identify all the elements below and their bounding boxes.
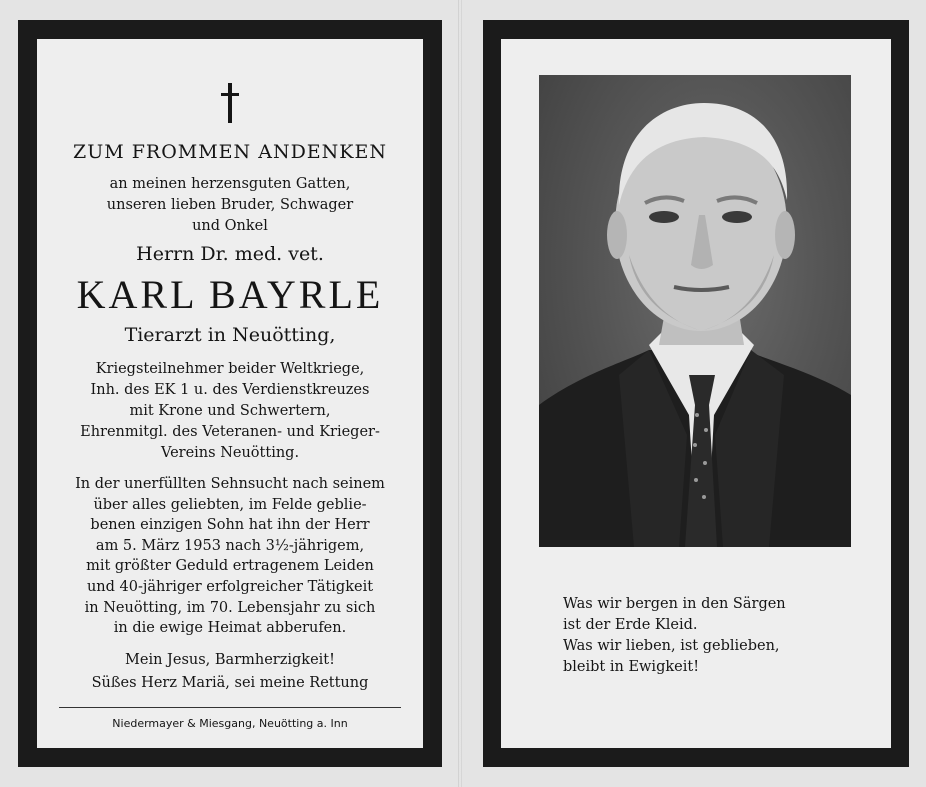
prayer-line: Mein Jesus, Barmherzigkeit! bbox=[125, 652, 335, 668]
prayer-block bbox=[37, 649, 423, 695]
printer-imprint: Niedermayer & Miesgang, Neuötting a. Inn bbox=[112, 717, 348, 730]
portrait-figure bbox=[539, 75, 851, 547]
prayer-line: Süßes Herz Mariä, sei meine Rettung bbox=[91, 675, 369, 691]
intro-line: an meinen herzensguten Gatten, bbox=[109, 176, 351, 192]
body-line: in die ewige Heimat abberufen. bbox=[113, 620, 347, 637]
heading: ZUM FROMMEN ANDENKEN bbox=[73, 141, 387, 163]
divider bbox=[59, 707, 401, 708]
left-text-panel bbox=[37, 39, 423, 748]
deceased-title: Herrn Dr. med. vet. bbox=[136, 243, 324, 265]
honors-line: Ehrenmitgl. des Veteranen- und Krieger- bbox=[80, 424, 380, 440]
intro-line: unseren lieben Bruder, Schwager bbox=[106, 197, 354, 213]
honors-line: Kriegsteilnehmer beider Weltkriege, bbox=[95, 361, 365, 377]
honors-line: mit Krone und Schwertern, bbox=[129, 403, 331, 419]
deceased-name: KARL BAYRLE bbox=[76, 272, 384, 317]
memorial-text bbox=[37, 39, 423, 748]
deceased-profession: Tierarzt in Neuötting, bbox=[124, 324, 336, 346]
honors-block bbox=[37, 359, 423, 464]
body-line: in Neuötting, im 70. Lebensjahr zu sich bbox=[84, 599, 376, 616]
body-line: und 40-jähriger erfolgreicher Tätigkeit bbox=[86, 578, 374, 595]
portrait-photo bbox=[539, 75, 851, 547]
obituary-body bbox=[37, 474, 423, 639]
mourning-border-right bbox=[483, 20, 909, 767]
intro-block bbox=[37, 174, 423, 237]
body-line: benen einzigen Sohn hat ihn der Herr bbox=[90, 517, 370, 534]
body-line: am 5. März 1953 nach 3½-jährigem, bbox=[95, 537, 365, 554]
memorial-poem bbox=[563, 594, 786, 678]
honors-line: Vereins Neuötting. bbox=[160, 445, 300, 461]
poem-line: bleibt in Ewigkeit! bbox=[563, 659, 700, 675]
honors-line: Inh. des EK 1 u. des Verdienstkreuzes bbox=[90, 382, 370, 398]
mourning-border-left bbox=[18, 20, 442, 767]
intro-line: und Onkel bbox=[192, 218, 268, 234]
right-photo-panel bbox=[501, 39, 891, 748]
poem-line: Was wir lieben, ist geblieben, bbox=[563, 638, 780, 654]
poem-line: Was wir bergen in den Särgen bbox=[563, 596, 786, 612]
body-line: mit größter Geduld ertragenem Leiden bbox=[86, 558, 374, 575]
body-line: In der unerfüllten Sehnsucht nach seinem bbox=[75, 476, 385, 492]
body-line: über alles geliebten, im Felde geblie- bbox=[93, 496, 367, 513]
poem-line: ist der Erde Kleid. bbox=[563, 617, 698, 633]
